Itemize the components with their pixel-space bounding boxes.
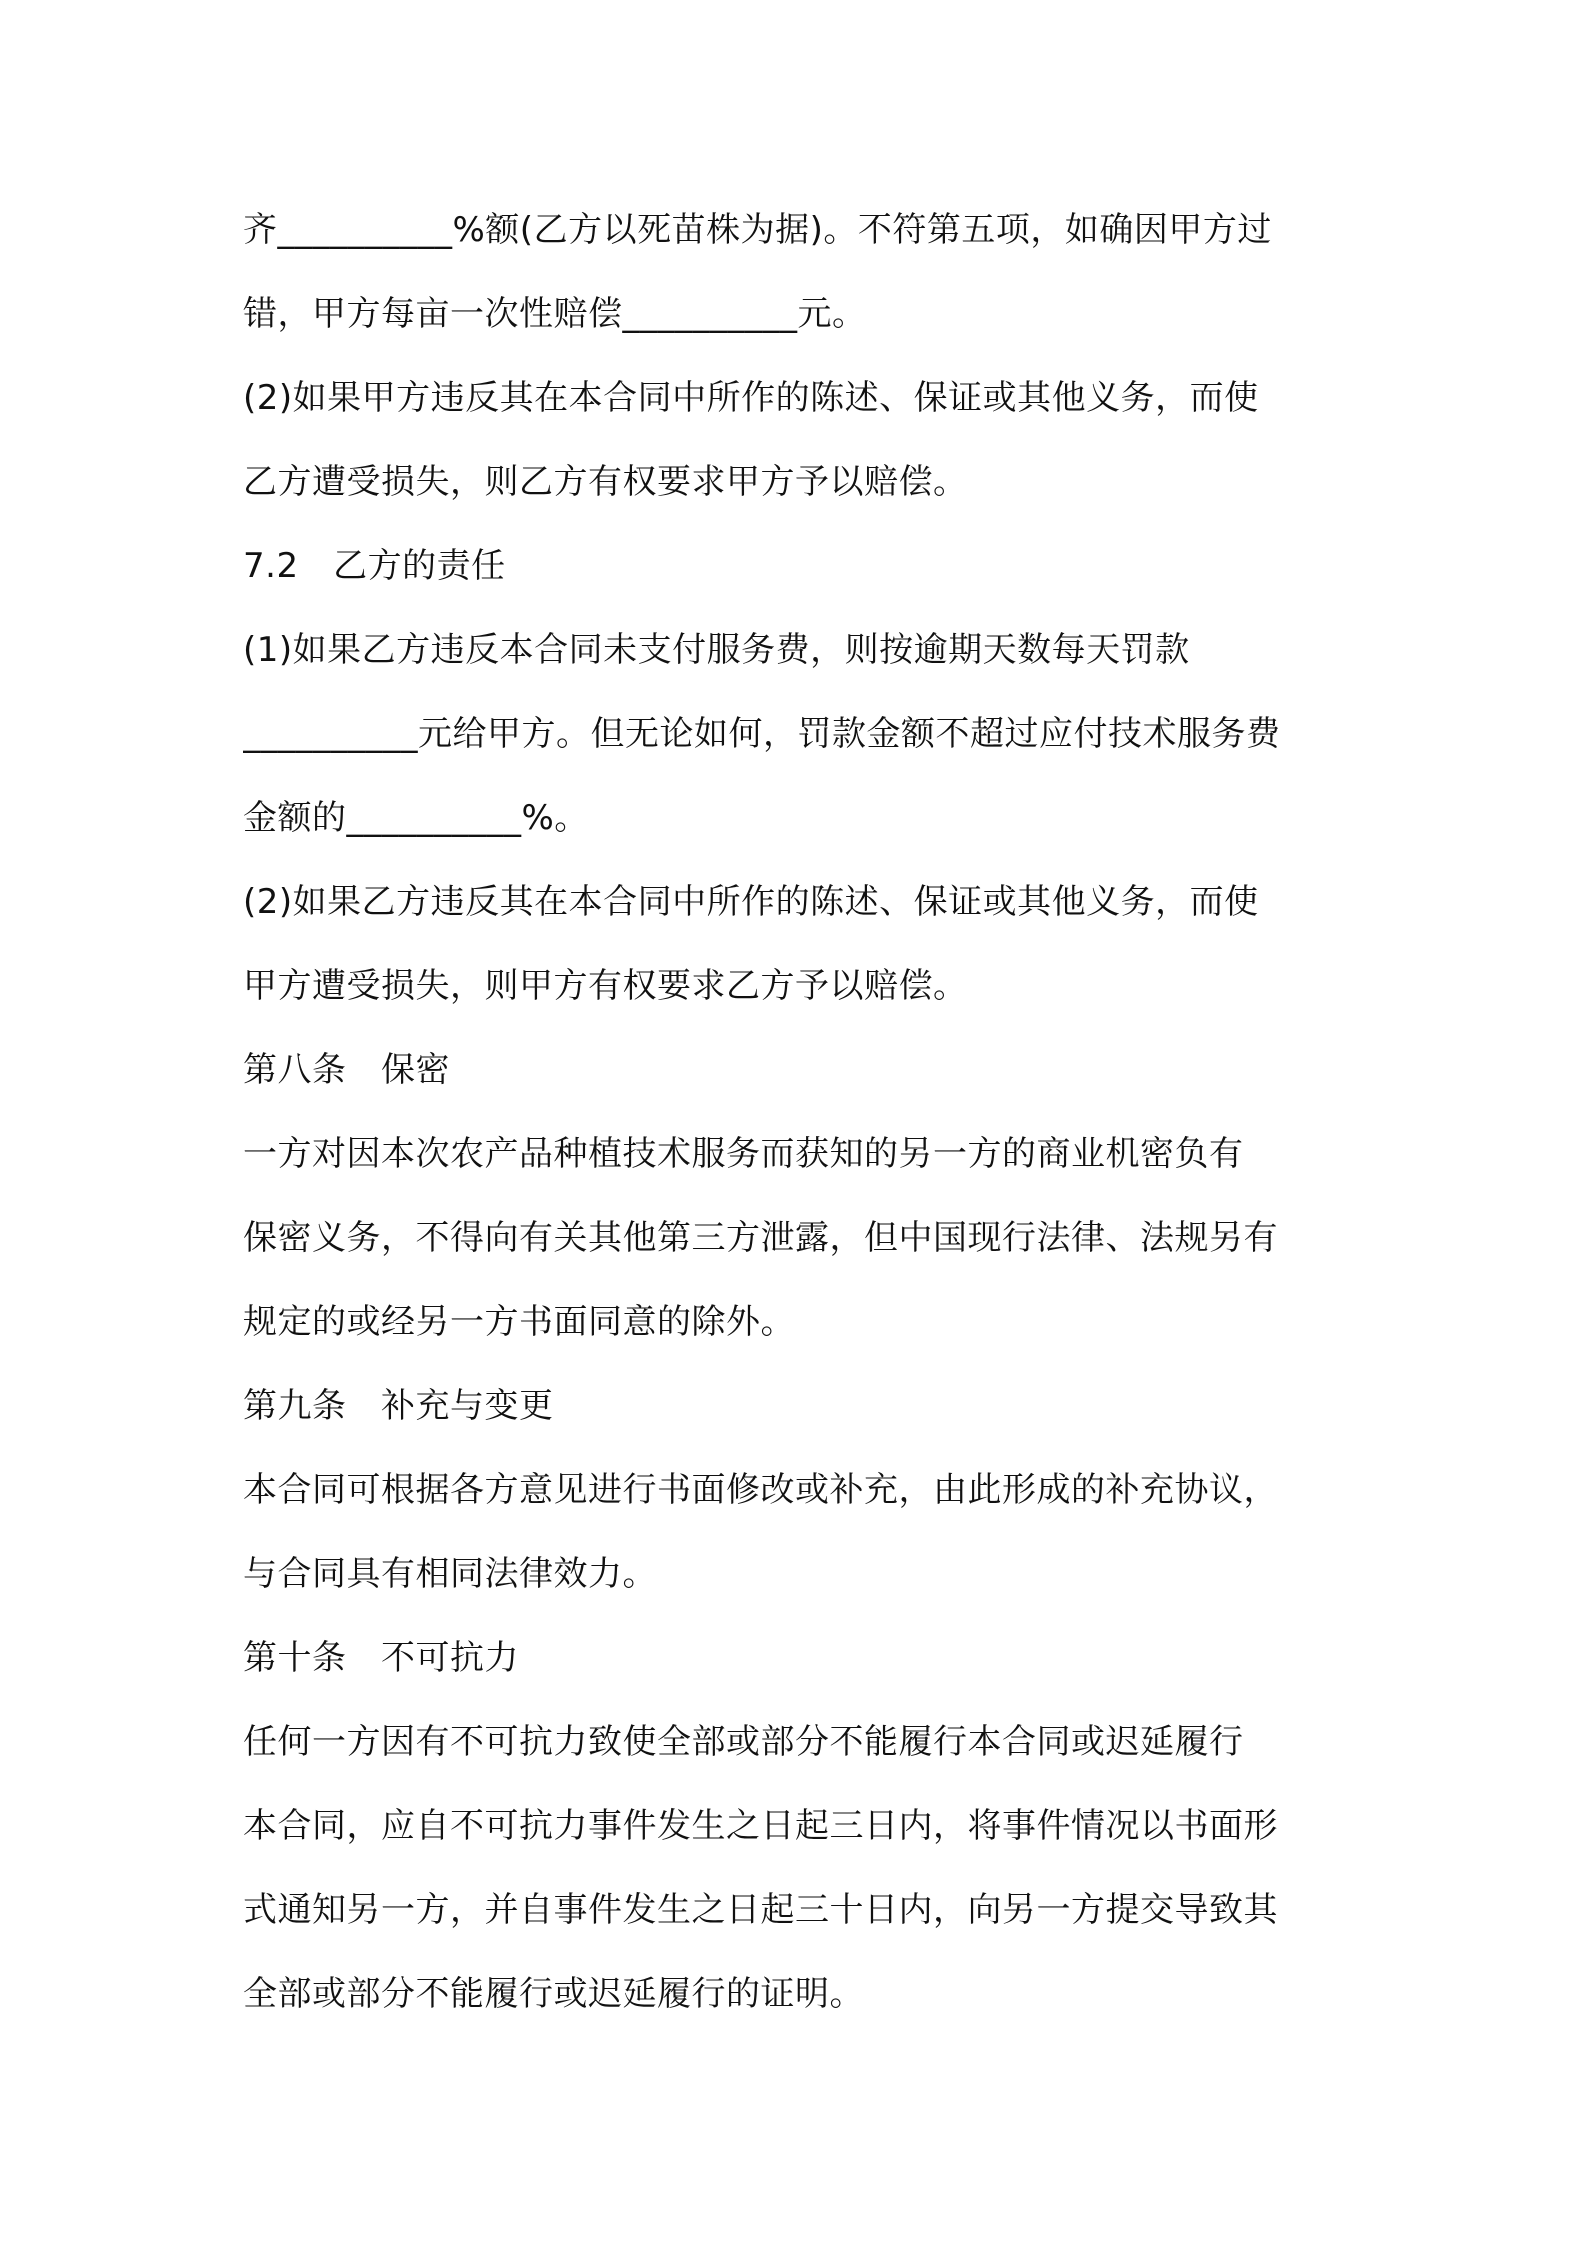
article-heading: 第九条 补充与变更 — [243, 1386, 554, 1426]
text-line: 保密义务，不得向有关其他第三方泄露，但中国现行法律、法规另有 — [243, 1218, 1278, 1258]
text-line: (2)如果甲方违反其在本合同中所作的陈述、保证或其他义务，而使 — [243, 378, 1259, 418]
text-line: 式通知另一方，并自事件发生之日起三十日内，向另一方提交导致其 — [243, 1890, 1278, 1930]
text-line: 错，甲方每亩一次性赔偿__________元。 — [243, 294, 867, 334]
text-line: 规定的或经另一方书面同意的除外。 — [243, 1302, 795, 1342]
text-line: 全部或部分不能履行或迟延履行的证明。 — [243, 1974, 864, 2014]
text-line: 一方对因本次农产品种植技术服务而获知的另一方的商业机密负有 — [243, 1134, 1244, 1174]
text-line: 乙方遭受损失，则乙方有权要求甲方予以赔偿。 — [243, 462, 968, 502]
text-line: 任何一方因有不可抗力致使全部或部分不能履行本合同或迟延履行 — [243, 1722, 1244, 1762]
article-heading: 第十条 不可抗力 — [243, 1638, 519, 1678]
text-line: __________元给甲方。但无论如何，罚款金额不超过应付技术服务费 — [243, 714, 1281, 754]
section-heading: 7.2 乙方的责任 — [243, 546, 506, 586]
text-line: 甲方遭受损失，则甲方有权要求乙方予以赔偿。 — [243, 966, 968, 1006]
text-line: (1)如果乙方违反本合同未支付服务费，则按逾期天数每天罚款 — [243, 630, 1190, 670]
text-line: 金额的__________%。 — [243, 798, 589, 838]
text-line: 本合同可根据各方意见进行书面修改或补充，由此形成的补充协议， — [243, 1470, 1278, 1510]
text-line: (2)如果乙方违反其在本合同中所作的陈述、保证或其他义务，而使 — [243, 882, 1259, 922]
text-line: 与合同具有相同法律效力。 — [243, 1554, 657, 1594]
text-line: 齐__________%额(乙方以死苗株为据)。不符第五项，如确因甲方过 — [243, 210, 1272, 250]
text-line: 本合同，应自不可抗力事件发生之日起三日内，将事件情况以书面形 — [243, 1806, 1278, 1846]
article-heading: 第八条 保密 — [243, 1050, 450, 1090]
